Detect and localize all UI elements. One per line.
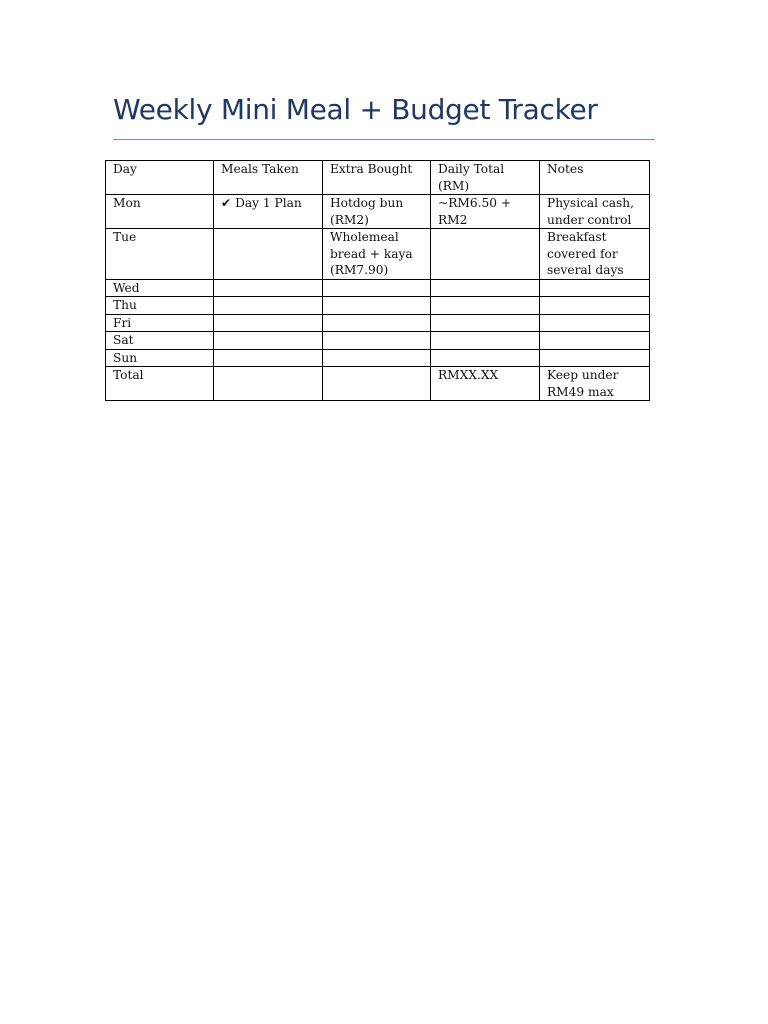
table-row bbox=[106, 229, 650, 280]
table-cell: Sun bbox=[106, 349, 214, 367]
header-cell-day: Day bbox=[106, 161, 214, 195]
table-cell: Fri bbox=[106, 314, 214, 332]
table-cell: Hotdog bun (RM2) bbox=[323, 195, 431, 229]
table-cell bbox=[323, 349, 431, 367]
table-row bbox=[106, 279, 650, 297]
table-cell: Tue bbox=[106, 229, 214, 280]
title-underline bbox=[113, 139, 655, 140]
table-cell bbox=[214, 332, 323, 350]
table-cell: Sat bbox=[106, 332, 214, 350]
table-cell: Mon bbox=[106, 195, 214, 229]
table-cell bbox=[323, 314, 431, 332]
table-cell bbox=[431, 279, 540, 297]
table-cell: Thu bbox=[106, 297, 214, 315]
table-cell bbox=[214, 349, 323, 367]
meal-budget-table bbox=[105, 160, 650, 401]
table-row bbox=[106, 195, 650, 229]
table-cell bbox=[214, 229, 323, 280]
table-total-row bbox=[106, 367, 650, 401]
table-cell: Total bbox=[106, 367, 214, 401]
table-cell bbox=[540, 279, 650, 297]
header-cell-notes: Notes bbox=[540, 161, 650, 195]
table-cell: ✔ Day 1 Plan bbox=[214, 195, 323, 229]
table-cell bbox=[214, 367, 323, 401]
table-cell bbox=[431, 332, 540, 350]
header-cell-daily-total: Daily Total (RM) bbox=[431, 161, 540, 195]
table-cell bbox=[431, 297, 540, 315]
table-cell bbox=[214, 279, 323, 297]
table-header-row bbox=[106, 161, 650, 195]
table-cell bbox=[431, 314, 540, 332]
table-row bbox=[106, 314, 650, 332]
table-cell bbox=[431, 349, 540, 367]
table-cell: RMXX.XX bbox=[431, 367, 540, 401]
table-cell bbox=[323, 279, 431, 297]
table-cell: Breakfast covered for several days bbox=[540, 229, 650, 280]
document-title: Weekly Mini Meal + Budget Tracker bbox=[113, 93, 598, 126]
table-cell bbox=[540, 349, 650, 367]
table-cell bbox=[540, 297, 650, 315]
table-cell bbox=[323, 297, 431, 315]
table-cell: Wholemeal bread + kaya (RM7.90) bbox=[323, 229, 431, 280]
table-cell bbox=[323, 367, 431, 401]
header-cell-extra-bought: Extra Bought bbox=[323, 161, 431, 195]
table-row bbox=[106, 349, 650, 367]
table-row bbox=[106, 332, 650, 350]
table-cell bbox=[214, 314, 323, 332]
table-cell bbox=[431, 229, 540, 280]
table-cell: Keep under RM49 max bbox=[540, 367, 650, 401]
table-cell: Wed bbox=[106, 279, 214, 297]
table-row bbox=[106, 297, 650, 315]
table-cell bbox=[540, 314, 650, 332]
table-cell: ~RM6.50 + RM2 bbox=[431, 195, 540, 229]
table-cell bbox=[323, 332, 431, 350]
header-cell-meals-taken: Meals Taken bbox=[214, 161, 323, 195]
table-cell bbox=[540, 332, 650, 350]
table-cell: Physical cash, under control bbox=[540, 195, 650, 229]
table-cell bbox=[214, 297, 323, 315]
